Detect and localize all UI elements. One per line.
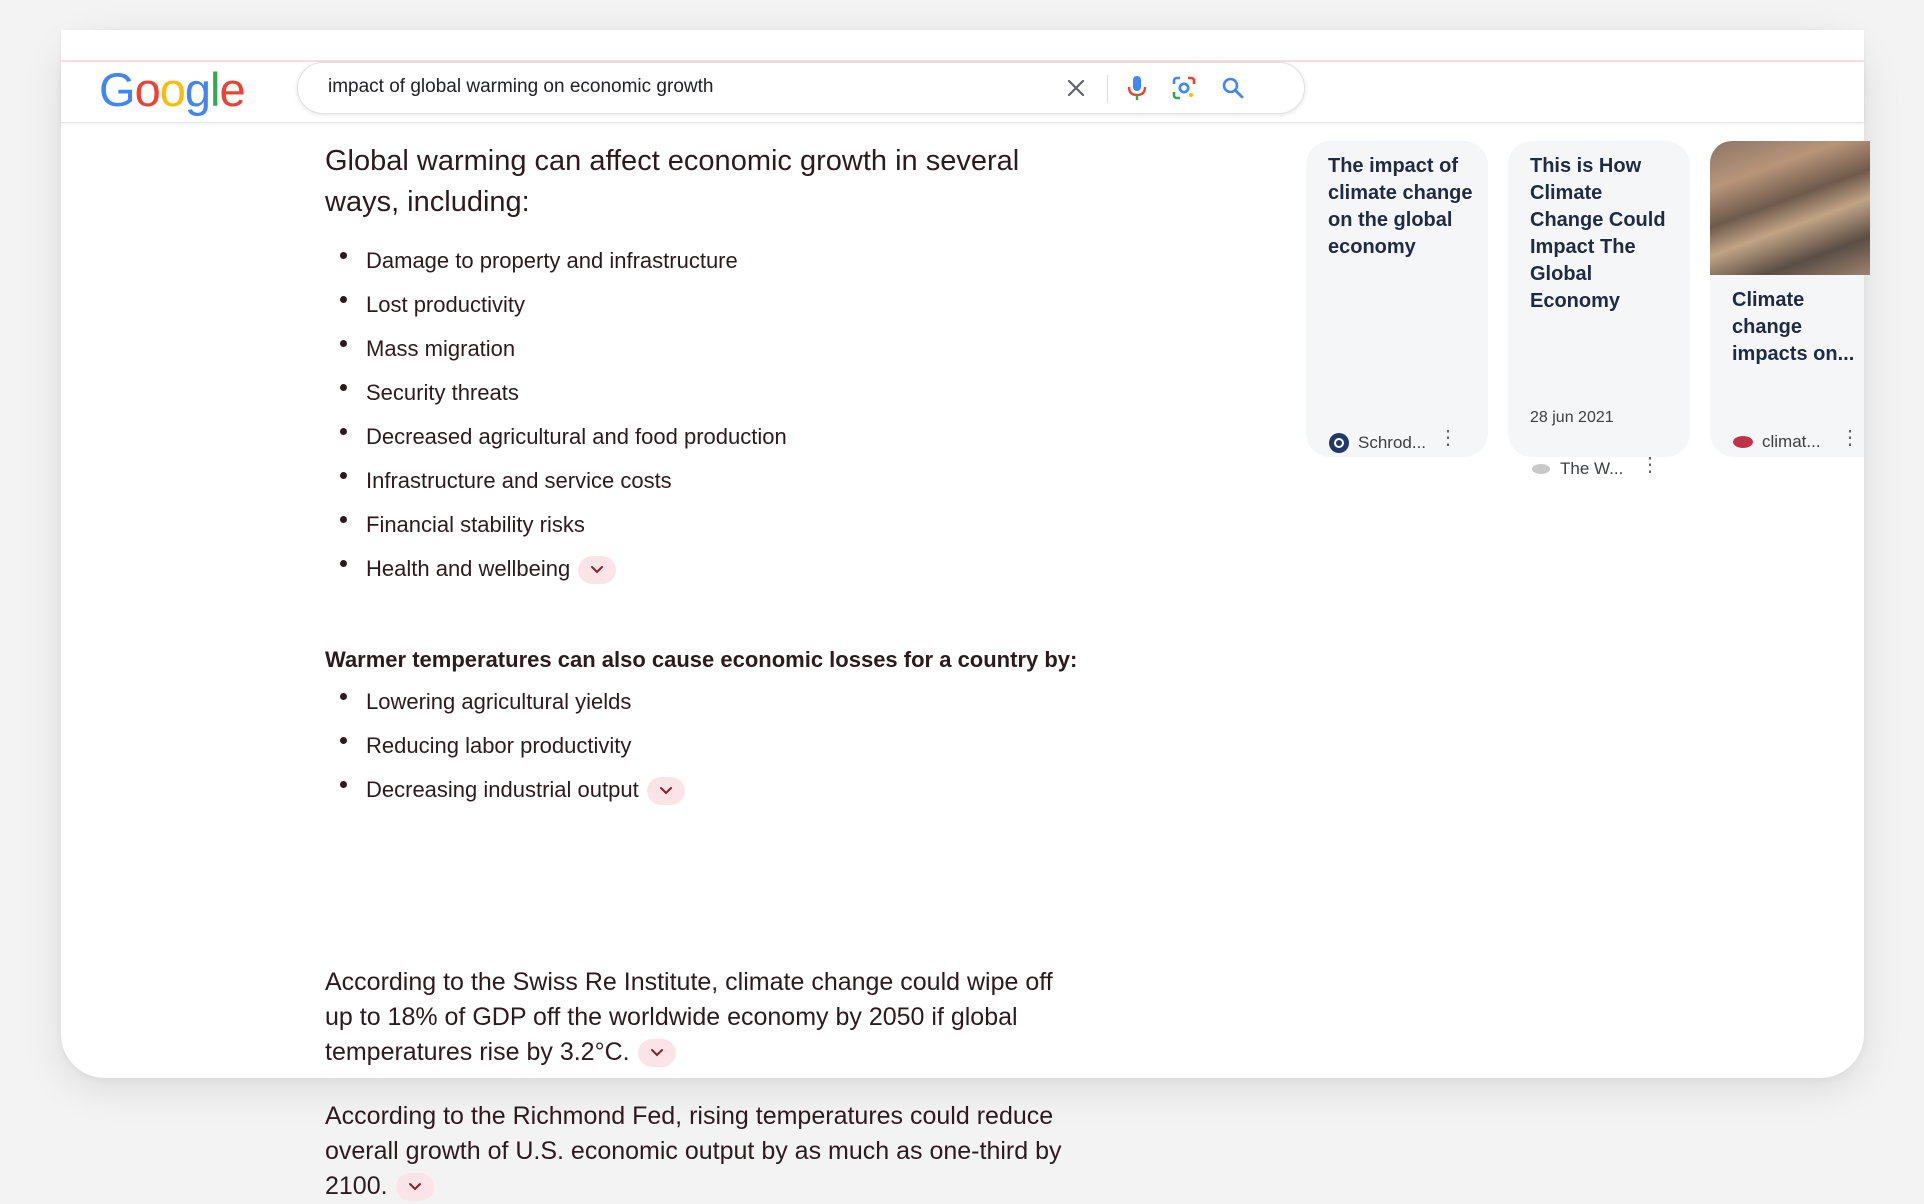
- search-input[interactable]: impact of global warming on economic growth: [328, 76, 714, 97]
- browser-card: [61, 30, 1864, 1200]
- more-options-icon[interactable]: ⋮: [1438, 427, 1458, 449]
- google-logo[interactable]: [99, 62, 245, 117]
- logo-letter: e: [219, 63, 245, 116]
- list-item-text: Infrastructure and service costs: [366, 468, 672, 493]
- search-divider: [1107, 75, 1108, 103]
- source-site[interactable]: [1530, 459, 1623, 479]
- list-item: [325, 547, 787, 591]
- list-item-text: Mass migration: [366, 336, 516, 361]
- search-box[interactable]: [297, 62, 1305, 114]
- losses-list: [325, 680, 685, 812]
- expand-source-button[interactable]: [578, 556, 616, 584]
- list-item: [325, 768, 685, 812]
- answer-lead: Global warming can affect economic growth in several ways, including:: [325, 145, 1020, 218]
- chevron-down-icon: [659, 786, 673, 796]
- source-date: 28 jun 2021: [1530, 409, 1614, 426]
- source-site[interactable]: [1328, 432, 1426, 454]
- logo-letter: G: [99, 63, 135, 116]
- list-item: [325, 283, 787, 327]
- site-favicon-icon: [1328, 432, 1350, 454]
- source-card[interactable]: [1508, 141, 1690, 478]
- list-item: [325, 680, 685, 724]
- list-item: [325, 415, 787, 459]
- source-title[interactable]: This is How Climate Change Could Impact The Global Economy: [1530, 155, 1666, 312]
- more-options-icon[interactable]: ⋮: [1640, 454, 1660, 476]
- list-item: [325, 371, 787, 415]
- list-item-text: Damage to property and infrastructure: [366, 248, 738, 273]
- list-item: [325, 724, 685, 768]
- source-card[interactable]: [1306, 141, 1488, 457]
- site-favicon-icon: [1732, 434, 1754, 450]
- site-favicon-icon: [1530, 462, 1552, 476]
- chevron-down-icon: [590, 565, 604, 575]
- list-item-text: Decreasing industrial output: [366, 777, 639, 802]
- list-item-text: Health and wellbeing: [366, 556, 571, 581]
- source-site-name: The W...: [1560, 459, 1624, 478]
- list-item: [325, 327, 787, 371]
- list-item-text: Reducing labor productivity: [366, 733, 632, 758]
- list-item-text: Lost productivity: [366, 292, 525, 317]
- more-options-icon[interactable]: ⋮: [1840, 427, 1860, 449]
- logo-letter: g: [184, 63, 210, 116]
- list-item-text: Financial stability risks: [366, 512, 585, 537]
- list-item: [325, 503, 787, 547]
- ai-overview: [325, 141, 1085, 1200]
- paragraph-text: According to the Swiss Re Institute, climate change could wipe off up to 18% of GDP off the worldwide economy by 2050 if global temperatures rise by 3.2°C.: [325, 968, 1053, 1066]
- search-icon[interactable]: [1219, 74, 1247, 102]
- expand-source-button[interactable]: [647, 777, 685, 805]
- chevron-down-icon: [650, 1048, 664, 1058]
- list-item-text: Lowering agricultural yields: [366, 689, 632, 714]
- impact-list: [325, 239, 787, 591]
- logo-letter: o: [134, 63, 160, 116]
- source-thumbnail-image[interactable]: [1710, 141, 1870, 275]
- list-item-text: Security threats: [366, 380, 519, 405]
- swiss-re-paragraph: [325, 965, 1085, 1070]
- source-site-name: Schrod...: [1358, 433, 1427, 452]
- microphone-icon[interactable]: [1123, 74, 1151, 102]
- source-card[interactable]: [1710, 141, 1864, 457]
- source-site-name: climat...: [1762, 432, 1821, 451]
- logo-letter: o: [159, 63, 185, 116]
- logo-letter: l: [209, 63, 220, 116]
- section-heading: Warmer temperatures can also cause economic losses for a country by:: [325, 647, 1078, 672]
- source-title[interactable]: The impact of climate change on the global economy: [1328, 155, 1473, 258]
- expand-source-button[interactable]: [396, 1173, 434, 1201]
- list-item: [325, 239, 787, 283]
- list-item-text: Decreased agricultural and food production: [366, 424, 787, 449]
- chevron-down-icon: [408, 1182, 422, 1192]
- search-header: [61, 30, 1864, 123]
- lens-camera-icon[interactable]: [1170, 74, 1198, 102]
- paragraph-text: According to the Richmond Fed, rising temperatures could reduce overall growth of U.S. economic output by as much as one-third by 2100.: [325, 1102, 1062, 1200]
- list-item: [325, 459, 787, 503]
- expand-source-button[interactable]: [638, 1039, 676, 1067]
- richmond-fed-paragraph: [325, 1099, 1085, 1204]
- source-title[interactable]: Climate change impacts on...: [1732, 289, 1855, 365]
- close-icon[interactable]: [1062, 74, 1090, 102]
- source-site[interactable]: [1732, 432, 1821, 452]
